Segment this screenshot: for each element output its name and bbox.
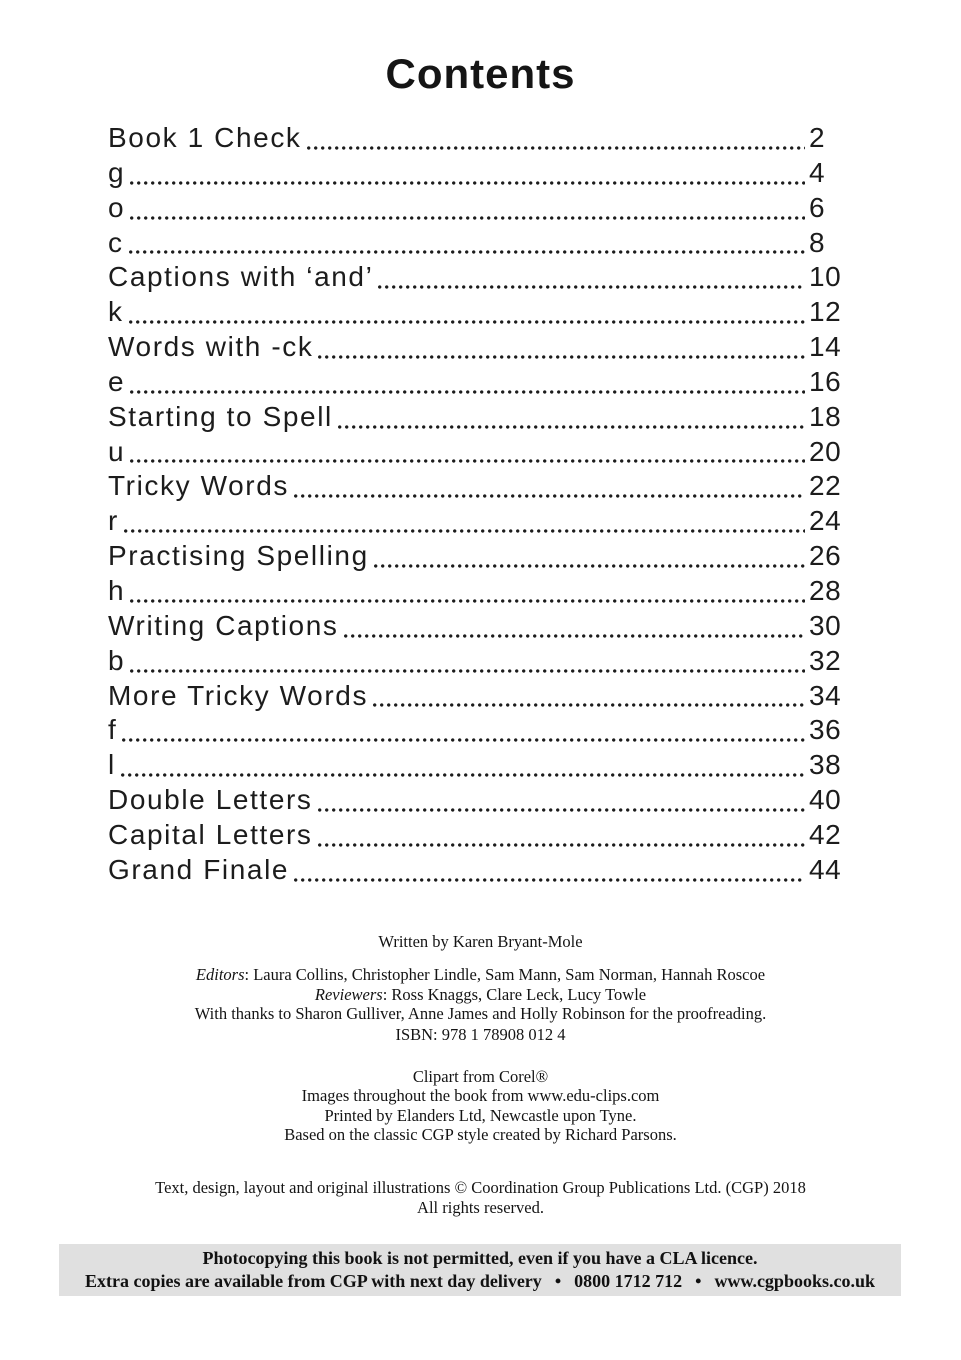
toc-row xyxy=(108,575,845,610)
toc-row xyxy=(108,227,845,262)
toc-entry-label: c xyxy=(108,226,124,258)
toc-leader-dots xyxy=(121,773,805,777)
written-by-line: Written by Karen Bryant-Mole xyxy=(378,932,583,951)
toc-leader-dots xyxy=(378,285,805,289)
editors-names: : Laura Collins, Christopher Lindle, Sam Mann, Sam Norman, Hannah Roscoe xyxy=(244,965,766,984)
toc-row xyxy=(108,436,845,471)
toc-entry-label: o xyxy=(108,191,126,223)
reviewers-label: Reviewers xyxy=(314,984,383,1004)
toc-row xyxy=(108,157,845,192)
toc-entry-label: Writing Captions xyxy=(108,609,339,641)
toc-leader-dots xyxy=(130,216,805,220)
toc-row xyxy=(108,714,845,749)
toc-entry-label: More Tricky Words xyxy=(108,679,369,711)
footer-bar xyxy=(59,1244,901,1296)
toc-entry-label: Practising Spelling xyxy=(108,540,369,572)
isbn-line: ISBN: 978 1 78908 012 4 xyxy=(395,1024,566,1044)
toc-leader-dots xyxy=(129,320,805,324)
toc-page-number: 10 xyxy=(809,261,842,293)
toc-row xyxy=(108,680,845,715)
toc-row xyxy=(108,470,845,505)
toc-entry-label: Captions with ‘and’ xyxy=(108,261,374,293)
editors-block xyxy=(0,965,961,1024)
toc-row xyxy=(108,610,845,645)
toc-leader-dots xyxy=(130,669,805,673)
toc-entry-label: k xyxy=(108,296,124,328)
toc-page-number: 36 xyxy=(809,714,842,746)
toc-leader-dots xyxy=(374,564,805,568)
toc-page-number: 38 xyxy=(809,749,842,781)
editors-line xyxy=(0,965,961,985)
toc-leader-dots xyxy=(124,529,805,533)
toc-row xyxy=(108,784,845,819)
toc-entry-label: Tricky Words xyxy=(108,470,289,502)
toc-page-number: 14 xyxy=(809,331,842,363)
toc-leader-dots xyxy=(318,808,805,812)
toc-entry-label: Book 1 Check xyxy=(108,122,302,153)
toc-leader-dots xyxy=(130,181,805,185)
toc-entry-label: g xyxy=(108,156,126,188)
toc-page-number: 8 xyxy=(809,226,826,258)
toc-entry-label: Starting to Spell xyxy=(108,400,333,432)
reviewers-line xyxy=(0,985,961,1005)
toc-row xyxy=(108,331,845,366)
toc-entry-label: r xyxy=(108,505,119,537)
toc-page-number: 20 xyxy=(809,435,842,467)
toc-leader-dots xyxy=(307,146,805,150)
footer-line2 xyxy=(59,1270,901,1293)
credits-section xyxy=(0,931,961,1218)
toc-entry-label: Double Letters xyxy=(108,784,313,816)
toc-entry-label: h xyxy=(108,574,126,606)
footer-bullet: • xyxy=(554,1271,562,1291)
copyright-line: Text, design, layout and original illustrations © Coordination Group Publications Ltd. (CGP) 2018 xyxy=(155,1177,806,1197)
toc-row xyxy=(108,854,845,889)
toc-leader-dots xyxy=(294,878,805,882)
toc-row xyxy=(108,540,845,575)
footer-line1: Photocopying this book is not permitted, even if you have a CLA licence. xyxy=(202,1248,758,1268)
toc-page-number: 28 xyxy=(809,574,842,606)
toc-page-number: 24 xyxy=(809,505,842,537)
copyright-block xyxy=(0,1178,961,1218)
toc-page-number: 42 xyxy=(809,818,842,850)
toc-row xyxy=(108,401,845,436)
toc-leader-dots xyxy=(338,425,805,429)
toc-page-number: 2 xyxy=(809,122,826,153)
toc-row xyxy=(108,749,845,784)
images-line: Images throughout the book from www.edu-clips.com xyxy=(301,1086,660,1105)
toc-page-number: 12 xyxy=(809,296,842,328)
toc-leader-dots xyxy=(130,390,805,394)
toc-entry-label: Capital Letters xyxy=(108,818,313,850)
toc-entry-label: b xyxy=(108,644,126,676)
toc-page-number: 32 xyxy=(809,644,842,676)
thanks-line: With thanks to Sharon Gulliver, Anne James and Holly Robinson for the proofreading. xyxy=(194,1004,767,1023)
toc-leader-dots xyxy=(294,494,805,498)
footer-bullet: • xyxy=(695,1271,702,1291)
toc-page-number: 30 xyxy=(809,609,842,641)
toc-page-number: 44 xyxy=(809,853,842,885)
toc-entry-label: Grand Finale xyxy=(108,853,290,885)
printed-line: Printed by Elanders Ltd, Newcastle upon Tyne. xyxy=(324,1105,637,1125)
toc-row xyxy=(108,192,845,227)
editors-label: Editors xyxy=(195,965,245,984)
toc-leader-dots xyxy=(373,703,805,707)
toc-row xyxy=(108,261,845,296)
toc-leader-dots xyxy=(130,459,805,463)
clipart-line: Clipart from Corel® xyxy=(412,1066,549,1086)
toc-page-number: 6 xyxy=(809,191,826,223)
toc-entry-label: Words with -ck xyxy=(108,331,314,363)
production-block xyxy=(0,1067,961,1145)
toc-leader-dots xyxy=(130,599,805,603)
toc-page-number: 16 xyxy=(809,365,842,397)
footer-phone: 0800 1712 712 xyxy=(574,1271,683,1291)
toc-leader-dots xyxy=(344,634,805,638)
toc-leader-dots xyxy=(122,738,805,742)
toc-row xyxy=(108,819,845,854)
reviewers-names: : Ross Knaggs, Clare Leck, Lucy Towle xyxy=(382,984,647,1004)
toc-row xyxy=(108,122,845,157)
toc-row xyxy=(108,505,845,540)
toc-list xyxy=(108,122,845,889)
toc-leader-dots xyxy=(318,355,805,359)
toc-entry-label: u xyxy=(108,435,126,467)
toc-page-number: 4 xyxy=(809,156,826,188)
toc-page-number: 40 xyxy=(809,784,842,816)
toc-row xyxy=(108,366,845,401)
toc-row xyxy=(108,296,845,331)
rights-line: All rights reserved. xyxy=(417,1197,544,1217)
toc-entry-label: f xyxy=(108,714,118,746)
toc-row xyxy=(108,645,845,680)
toc-page-number: 18 xyxy=(809,400,842,432)
footer-line2-text: Extra copies are available from CGP with next day delivery xyxy=(85,1271,542,1291)
toc-entry-label: l xyxy=(108,749,116,781)
toc-entry-label: e xyxy=(108,365,126,397)
toc-page-number: 34 xyxy=(809,679,842,711)
toc-leader-dots xyxy=(129,250,805,254)
page-title: Contents xyxy=(385,50,576,97)
toc-leader-dots xyxy=(318,843,805,847)
toc-page-number: 26 xyxy=(809,540,842,572)
based-on-line: Based on the classic CGP style created by Richard Parsons. xyxy=(284,1125,677,1144)
toc-page-number: 22 xyxy=(809,470,842,502)
footer-website: www.cgpbooks.co.uk xyxy=(714,1271,875,1291)
